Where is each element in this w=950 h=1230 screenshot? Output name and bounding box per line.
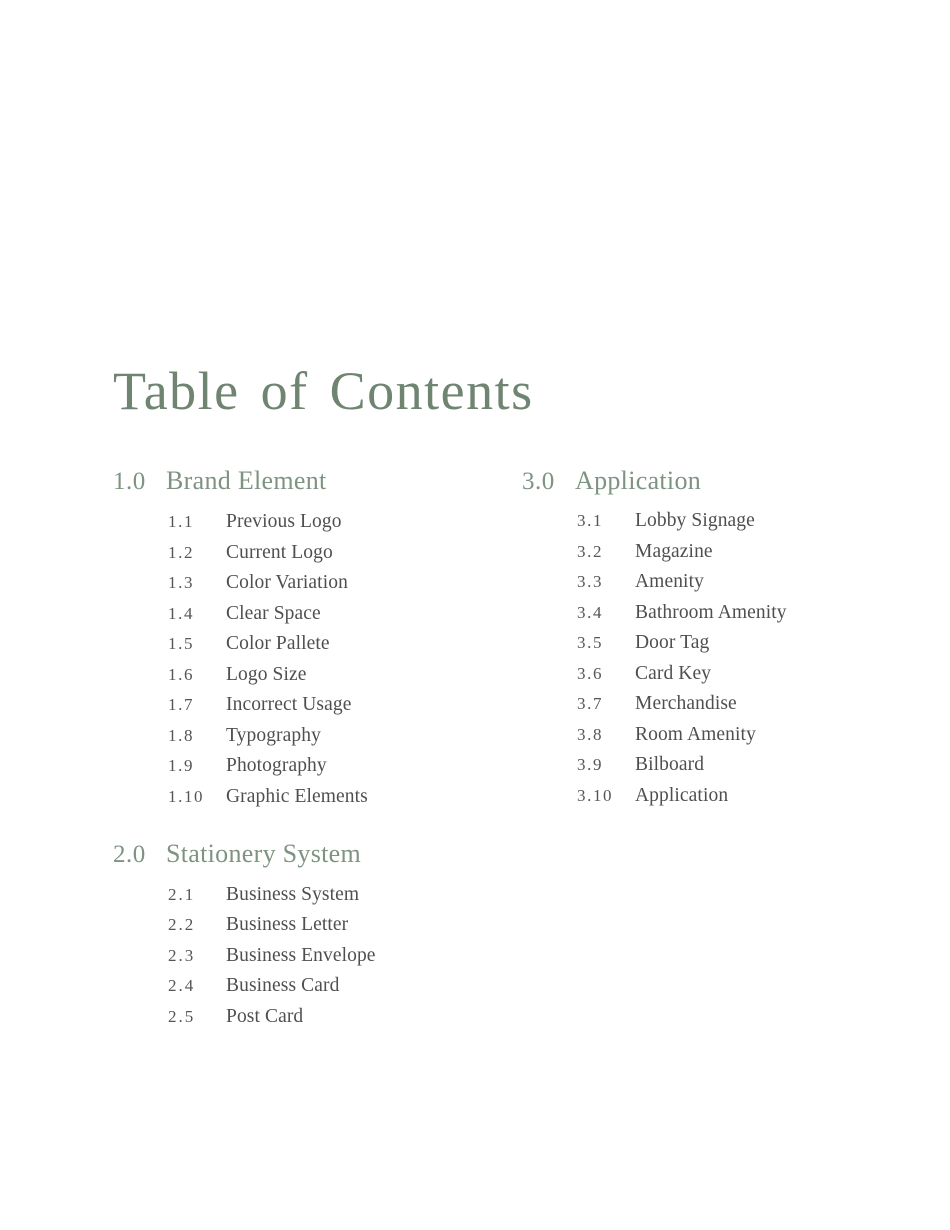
toc-section-2-list <box>113 884 513 1028</box>
toc-entry-label: Clear Space <box>226 602 321 624</box>
toc-entry-number: 3.2 <box>577 541 604 561</box>
page-title: Table of Contents <box>113 361 534 422</box>
toc-section-2-number: 2.0 <box>113 840 146 868</box>
toc-entry-label: Room Amenity <box>635 723 756 745</box>
toc-column-right <box>522 465 922 827</box>
toc-section-2 <box>113 838 513 1028</box>
toc-entry-label: Business Letter <box>226 914 349 935</box>
toc-entry-number: 1.3 <box>168 573 195 592</box>
toc-entry-label: Merchandise <box>635 693 737 714</box>
toc-entry-label: Color Variation <box>226 572 348 593</box>
toc-entry-number: 1.9 <box>168 756 195 775</box>
toc-entry-label: Photography <box>226 755 327 776</box>
toc-entry-label: Color Pallete <box>226 633 330 654</box>
toc-entry-number: 2.3 <box>168 945 196 965</box>
toc-entry-number: 1.8 <box>168 725 195 745</box>
toc-section-3 <box>522 465 922 807</box>
toc-section-1-number: 1.0 <box>113 468 146 495</box>
toc-entry-label: Magazine <box>635 540 713 562</box>
toc-section-2-label: Stationery System <box>166 838 362 868</box>
toc-section-3-number: 3.0 <box>522 468 555 495</box>
toc-entry[interactable] <box>522 510 922 532</box>
toc-entry-label: Lobby Signage <box>635 510 755 531</box>
toc-entry[interactable] <box>113 511 513 533</box>
toc-entry-label: Bathroom Amenity <box>635 601 787 623</box>
toc-entry-number: 3.8 <box>577 724 604 744</box>
toc-entry[interactable] <box>113 1006 513 1028</box>
toc-entry-number: 3.9 <box>577 755 604 774</box>
toc-entry-number: 3.6 <box>577 663 604 683</box>
toc-entry-number: 2.2 <box>168 915 196 934</box>
toc-entry-label: Door Tag <box>635 632 710 653</box>
toc-entry[interactable] <box>113 542 513 564</box>
toc-entry[interactable] <box>113 945 513 967</box>
toc-section-3-list <box>522 510 922 807</box>
toc-entry-label: Logo Size <box>226 663 307 685</box>
toc-entry[interactable] <box>522 693 922 715</box>
toc-entry-number: 1.7 <box>168 695 195 714</box>
toc-entry[interactable] <box>522 541 922 563</box>
toc-entry-label: Current Logo <box>226 541 333 563</box>
toc-entry-label: Application <box>635 784 729 806</box>
toc-entry-number: 1.5 <box>168 634 195 653</box>
toc-entry[interactable] <box>113 694 513 716</box>
toc-entry[interactable] <box>113 786 513 808</box>
toc-column-left <box>113 465 513 1048</box>
toc-entry[interactable] <box>522 785 922 807</box>
toc-section-3-heading[interactable] <box>522 465 922 497</box>
toc-entry-label: Business Card <box>226 975 340 996</box>
toc-entry-number: 1.6 <box>168 664 195 684</box>
toc-entry[interactable] <box>522 571 922 593</box>
toc-section-1 <box>113 465 513 808</box>
toc-entry-label: Typography <box>226 724 321 746</box>
toc-entry-number: 2.1 <box>168 884 196 904</box>
toc-entry-number: 2.4 <box>168 976 196 995</box>
toc-entry-label: Post Card <box>226 1005 304 1027</box>
toc-entry[interactable] <box>113 884 513 906</box>
toc-entry[interactable] <box>113 914 513 936</box>
toc-entry-number: 1.10 <box>168 786 205 806</box>
toc-entry[interactable] <box>113 725 513 747</box>
toc-entry-number: 3.3 <box>577 572 604 591</box>
toc-section-1-heading[interactable] <box>113 465 513 497</box>
toc-entry-number: 3.1 <box>577 511 604 530</box>
toc-entry-number: 1.4 <box>168 603 195 623</box>
toc-entry-number: 3.4 <box>577 602 604 622</box>
toc-entry-number: 3.7 <box>577 694 604 713</box>
toc-entry-label: Business Envelope <box>226 944 376 966</box>
toc-entry-label: Incorrect Usage <box>226 694 352 715</box>
toc-entry[interactable] <box>113 633 513 655</box>
toc-entry-label: Previous Logo <box>226 511 342 532</box>
toc-section-2-heading[interactable] <box>113 838 513 870</box>
toc-entry[interactable] <box>113 755 513 777</box>
toc-entry[interactable] <box>522 602 922 624</box>
toc-entry[interactable] <box>113 664 513 686</box>
toc-entry[interactable] <box>522 663 922 685</box>
toc-entry-number: 3.10 <box>577 785 614 805</box>
toc-entry-number: 1.1 <box>168 512 195 531</box>
toc-entry[interactable] <box>113 572 513 594</box>
toc-entry[interactable] <box>113 975 513 997</box>
toc-entry-label: Card Key <box>635 662 712 684</box>
toc-entry-label: Bilboard <box>635 754 705 775</box>
toc-entry-number: 1.2 <box>168 542 195 562</box>
toc-entry-label: Amenity <box>635 571 704 592</box>
toc-entry[interactable] <box>522 754 922 776</box>
toc-entry-number: 2.5 <box>168 1006 196 1026</box>
toc-section-1-list <box>113 511 513 808</box>
toc-entry-number: 3.5 <box>577 633 604 652</box>
toc-section-3-label: Application <box>575 466 702 495</box>
toc-entry[interactable] <box>522 632 922 654</box>
toc-entry[interactable] <box>522 724 922 746</box>
toc-entry[interactable] <box>113 603 513 625</box>
toc-entry-label: Graphic Elements <box>226 785 368 807</box>
toc-entry-label: Business System <box>226 883 360 905</box>
toc-section-1-label: Brand Element <box>166 466 327 495</box>
